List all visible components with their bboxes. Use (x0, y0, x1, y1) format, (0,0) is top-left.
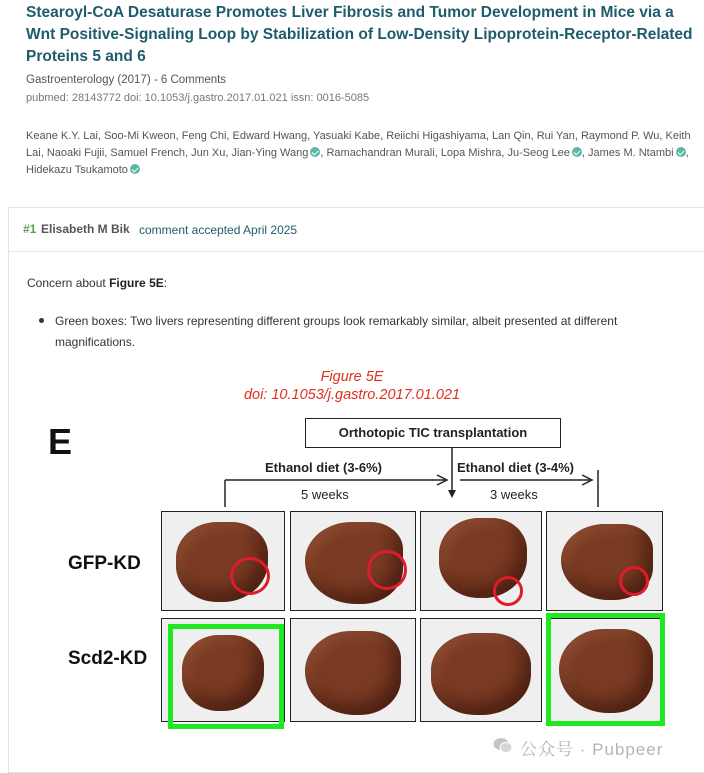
liver-photo-gfp-4 (546, 511, 663, 611)
author-name[interactable]: Keith Lai (26, 130, 691, 159)
tumor-circle (493, 576, 523, 606)
liver-photo-gfp-3 (420, 511, 542, 611)
tic-transplantation-label: Orthotopic TIC transplantation (305, 418, 561, 448)
concern-suffix: : (163, 276, 168, 290)
author-name[interactable]: Jun Xu (191, 147, 226, 159)
liver-photo-scd2-3 (420, 618, 542, 722)
author-name[interactable]: Rui Yan (536, 130, 575, 142)
author-name[interactable]: Edward Hwang (232, 130, 308, 142)
comment-number[interactable]: #1 (23, 222, 37, 236)
tumor-circle (619, 566, 649, 596)
author-list: Keane K.Y. Lai, Soo-Mi Kweon, Feng Chi, Edward Hwang, Yasuaki Kabe, Reiichi Higashiyama, Lan Qin, Rui Yan, Raymond P. Wu, Keith Lai, Naoaki Fujii, Samuel French, Jun Xu, Jian-Ying Wang , Ramachandran Murali, Lopa Mishra, Ju-Seog Lee , James M. Ntambi , Hidekazu Tsukamoto (26, 130, 691, 176)
wechat-icon (493, 737, 513, 754)
tic-down-arrowhead (448, 490, 456, 498)
tumor-circle (230, 557, 270, 595)
author-name[interactable]: Reiichi Higashiyama (386, 130, 486, 142)
row-label-scd2-kd: Scd2-KD (68, 648, 148, 669)
comment-status[interactable]: comment accepted April 2025 (139, 223, 298, 237)
author-name[interactable]: Yasuaki Kabe (313, 130, 381, 142)
journal-name: Gastroenterology (2017) - (26, 74, 161, 86)
comment-author[interactable]: Elisabeth M Bik (41, 222, 130, 236)
author-name[interactable]: Hidekazu Tsukamoto (26, 164, 128, 176)
ethanol-diet-1-label: Ethanol diet (3-6%) (265, 460, 383, 475)
ethanol-diet-2-label: Ethanol diet (3-4%) (457, 460, 575, 475)
author-name[interactable]: Samuel French (110, 147, 185, 159)
author-name[interactable]: Ju-Seog Lee (507, 147, 570, 159)
concern-prefix: Concern about (27, 276, 110, 290)
weeks-1-label: 5 weeks (301, 487, 349, 502)
panel-letter: E (48, 421, 73, 462)
tumor-circle (367, 550, 407, 590)
liver-specimen (305, 631, 401, 715)
author-name[interactable]: Soo-Mi Kweon (104, 130, 176, 142)
author-name[interactable]: Lan Qin (492, 130, 531, 142)
author-name[interactable]: Naoaki Fujii (46, 147, 105, 159)
liver-photo-scd2-2 (290, 618, 416, 722)
concern-figure: Figure 5E (109, 276, 164, 290)
duplicate-highlight-box-2 (546, 613, 665, 726)
author-name[interactable]: Lopa Mishra (440, 147, 502, 159)
author-name[interactable]: Raymond P. Wu (580, 130, 660, 142)
figure-caption-title: Figure 5E (320, 369, 384, 385)
liver-photo-gfp-1 (161, 511, 285, 611)
author-name[interactable]: Keane K.Y. Lai (26, 130, 98, 142)
paper-identifiers: pubmed: 28143772 doi: 10.1053/j.gastro.2017.01.021 issn: 0016-5085 (26, 92, 370, 104)
weeks-2-label: 3 weeks (490, 487, 538, 502)
liver-specimen (431, 633, 531, 715)
author-name[interactable]: Feng Chi (181, 130, 227, 142)
row-label-gfp-kd: GFP-KD (68, 553, 141, 574)
figure-caption-doi: doi: 10.1053/j.gastro.2017.01.021 (243, 387, 461, 403)
author-name[interactable]: Jian-Ying Wang (231, 147, 309, 159)
author-name[interactable]: Ramachandran Murali (326, 147, 435, 159)
bullet-item: Green boxes: Two livers representing different groups look remarkably similar, albeit presented at different magnifications. (55, 314, 618, 349)
paper-title[interactable]: Stearoyl-CoA Desaturase Promotes Liver Fibrosis and Tumor Development in Mice via a Wnt Positive-Signaling Loop by Stabilization of Low-Density Lipoprotein-Receptor-Related Proteins 5 and 6 (26, 4, 693, 65)
watermark-text: 公众号 · Pubpeer (520, 740, 664, 759)
duplicate-highlight-box-1 (168, 624, 284, 729)
comments-link[interactable]: 6 Comments (160, 74, 227, 86)
author-name[interactable]: James M. Ntambi (588, 147, 674, 159)
liver-photo-gfp-2 (290, 511, 416, 611)
